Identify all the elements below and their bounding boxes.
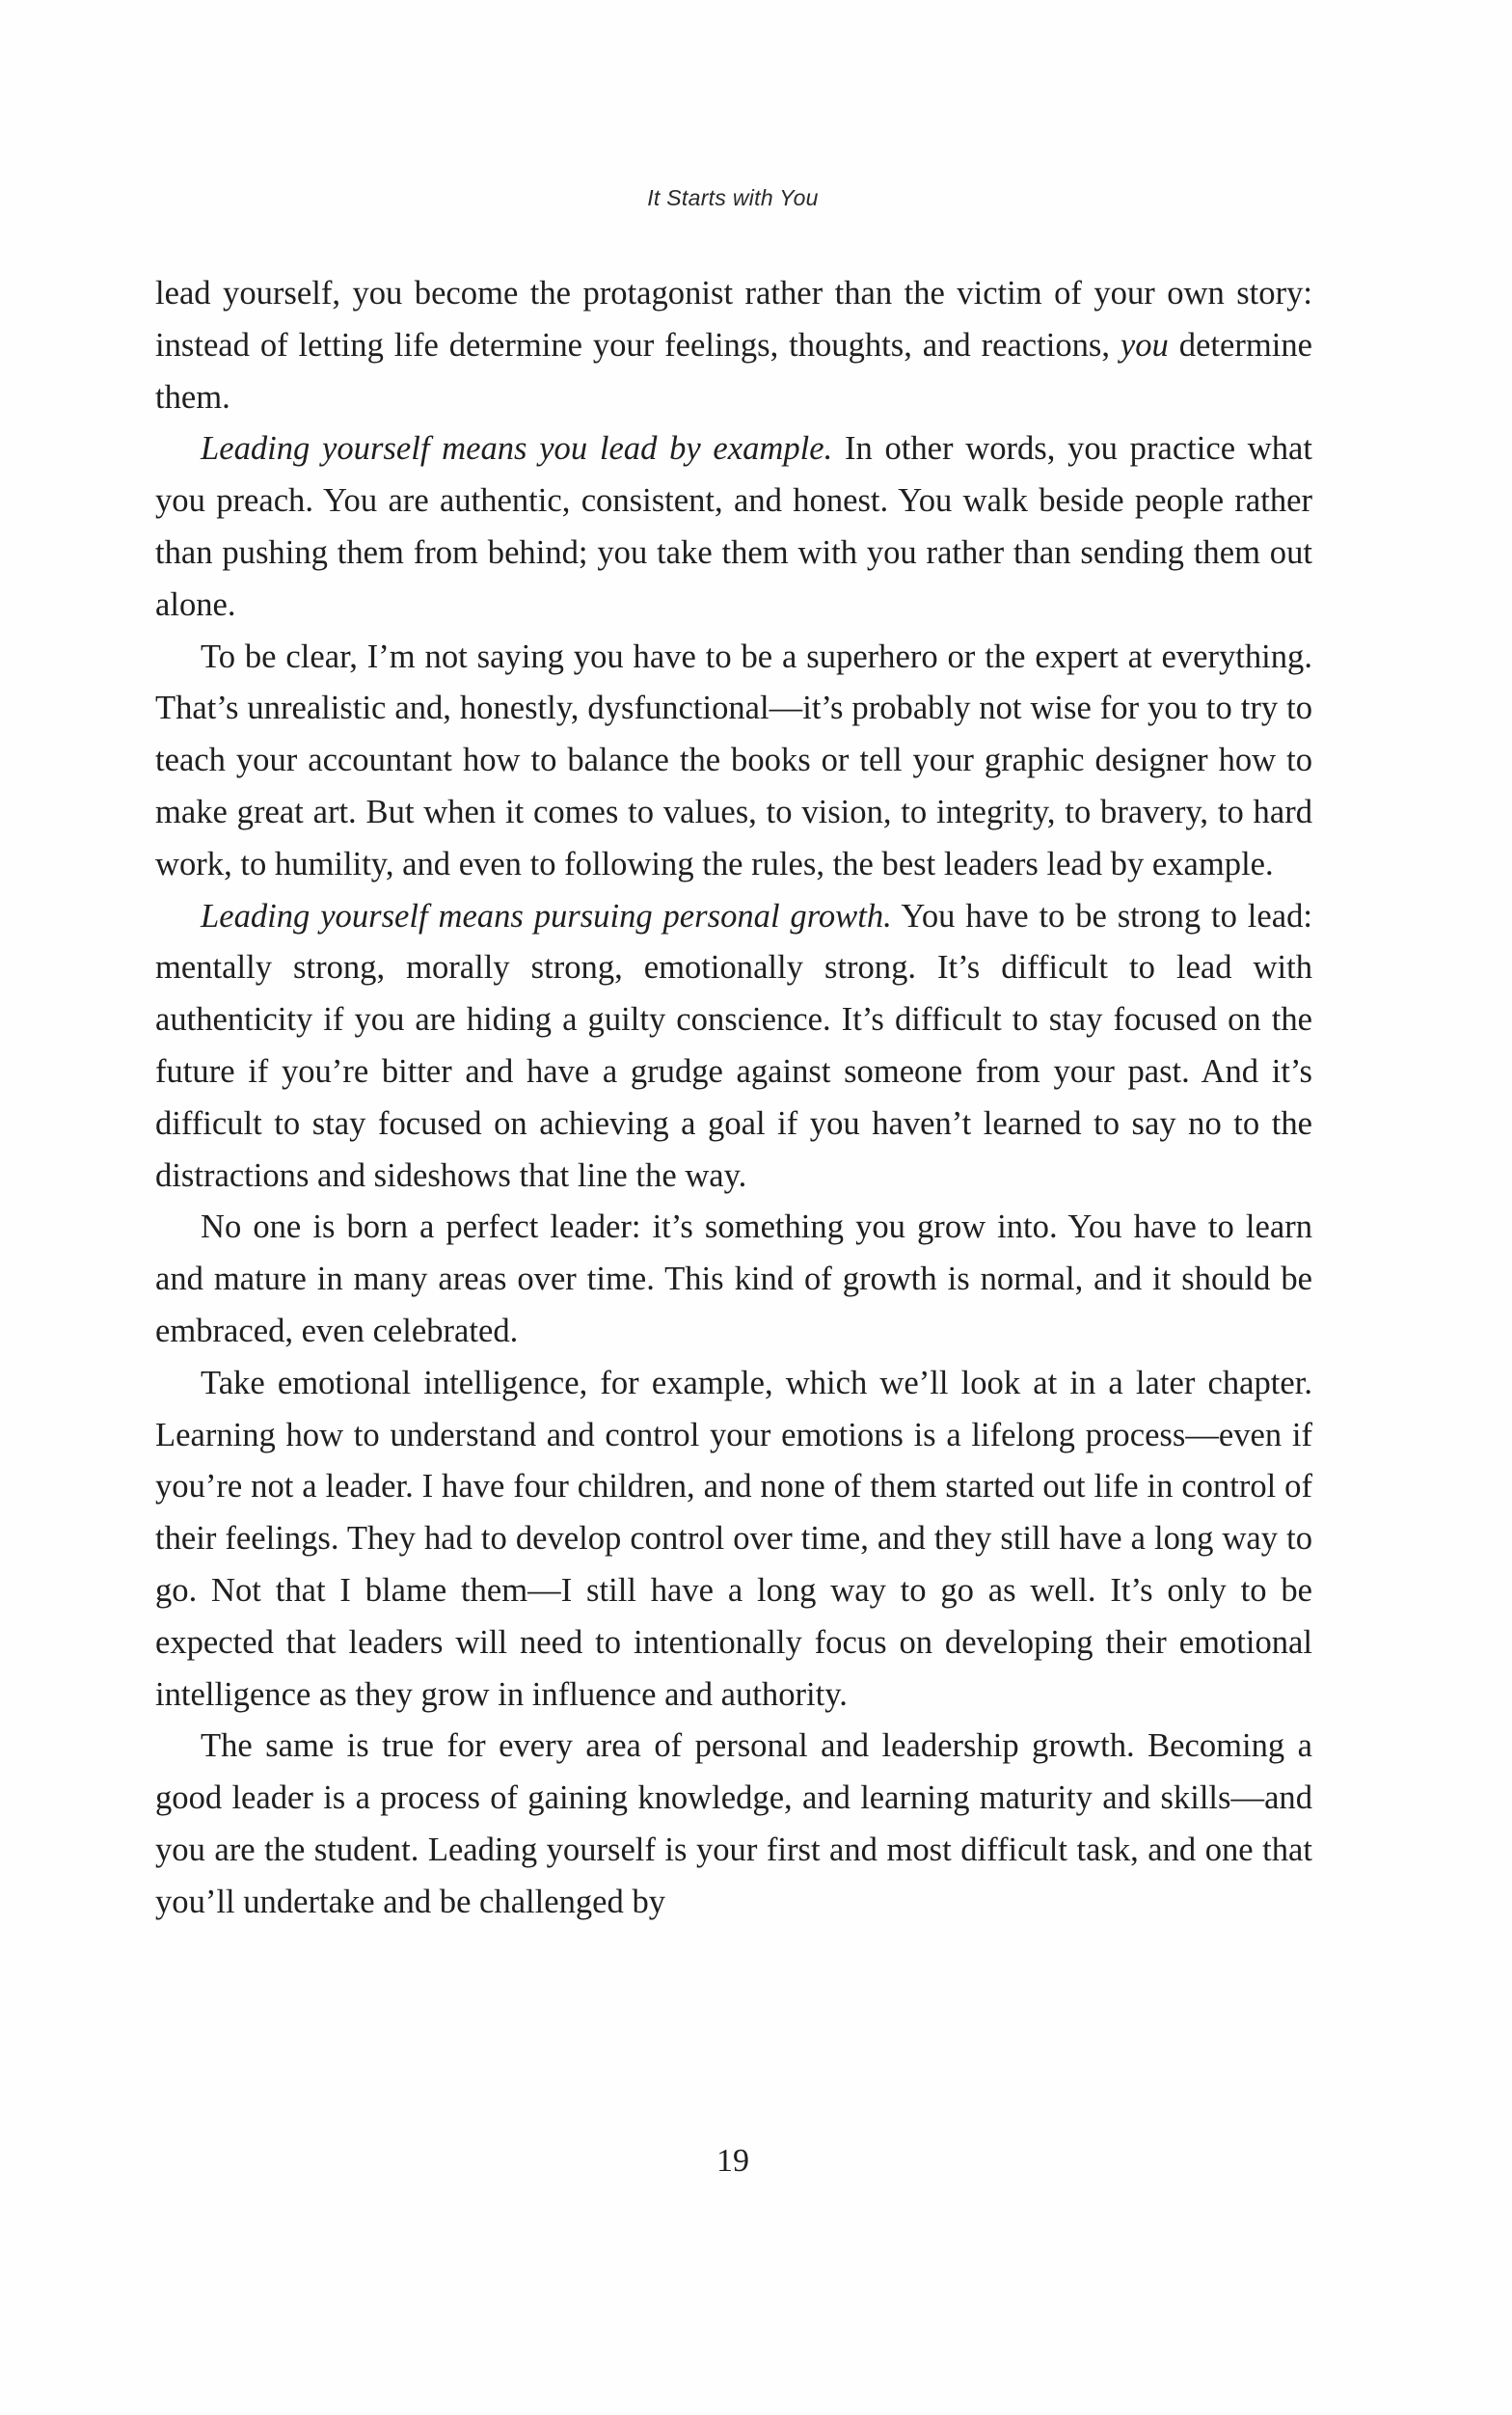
paragraph xyxy=(155,632,1312,891)
paragraph xyxy=(155,1721,1312,1928)
text-run-italic: Leading yourself means pursuing personal growth. xyxy=(201,897,892,935)
text-run: In other words, you practice what you preach. You are authentic, consistent, and honest. You walk beside people rather than pushing them from behind; you take them with you rather than sending them out alone. xyxy=(155,430,1312,623)
text-run: The same is true for every area of personal and leadership growth. Becoming a good leader is a process of gaining knowledge, and learning maturity and skills—and you are the student. Leading yourself is your first and most difficult task, and one that you’ll undertake and be challenged by xyxy=(155,1727,1312,1920)
text-run: To be clear, I’m not saying you have to be a superhero or the expert at everything. That’s unrealistic and, honestly, dysfunctional—it’s probably not wise for you to try to teach your accountant how to balance the books or tell your graphic designer how to make great art. But when it comes to values, to vision, to integrity, to bravery, to hard work, to humility, and even to following the rules, the best leaders lead by example. xyxy=(155,638,1312,882)
paragraph xyxy=(155,891,1312,1203)
page-number: 19 xyxy=(716,2143,749,2179)
text-run: lead yourself, you become the protagonist rather than the victim of your own story: instead of letting life determine your feelings, thoughts, and reactions, xyxy=(155,275,1312,364)
text-run-italic: you xyxy=(1120,326,1169,364)
paragraph xyxy=(155,423,1312,631)
text-run: determine them. xyxy=(155,326,1312,416)
text-run: No one is born a perfect leader: it’s something you grow into. You have to learn and mature in many areas over time. This kind of growth is normal, and it should be embraced, even celebrated. xyxy=(155,1208,1312,1349)
paragraph xyxy=(155,268,1312,423)
body-text xyxy=(155,268,1312,1929)
text-run: You have to be strong to lead: mentally strong, morally strong, emotionally strong. It’s difficult to lead with authenticity if you are hiding a guilty conscience. It’s difficult to stay focused on the future if you’re bitter and have a grudge against someone from your past. And it’s difficult to stay focused on achieving a goal if you haven’t learned to say no to the distractions and sideshows that line the way. xyxy=(155,897,1312,1194)
running-head: It Starts with You xyxy=(647,185,819,210)
text-run-italic: Leading yourself means you lead by example. xyxy=(201,430,833,468)
paragraph xyxy=(155,1202,1312,1357)
paragraph xyxy=(155,1358,1312,1722)
text-run: Take emotional intelligence, for example, which we’ll look at in a later chapter. Learning how to understand and control your emotions is a lifelong process—even if you’re not a leader. I have four children, and none of them started out life in control of their feelings. They had to develop control over time, and they still have a long way to go. Not that I blame them—I still have a long way to go as well. It’s only to be expected that leaders will need to intentionally focus on developing their emotional intelligence as they grow in influence and authority. xyxy=(155,1364,1312,1713)
